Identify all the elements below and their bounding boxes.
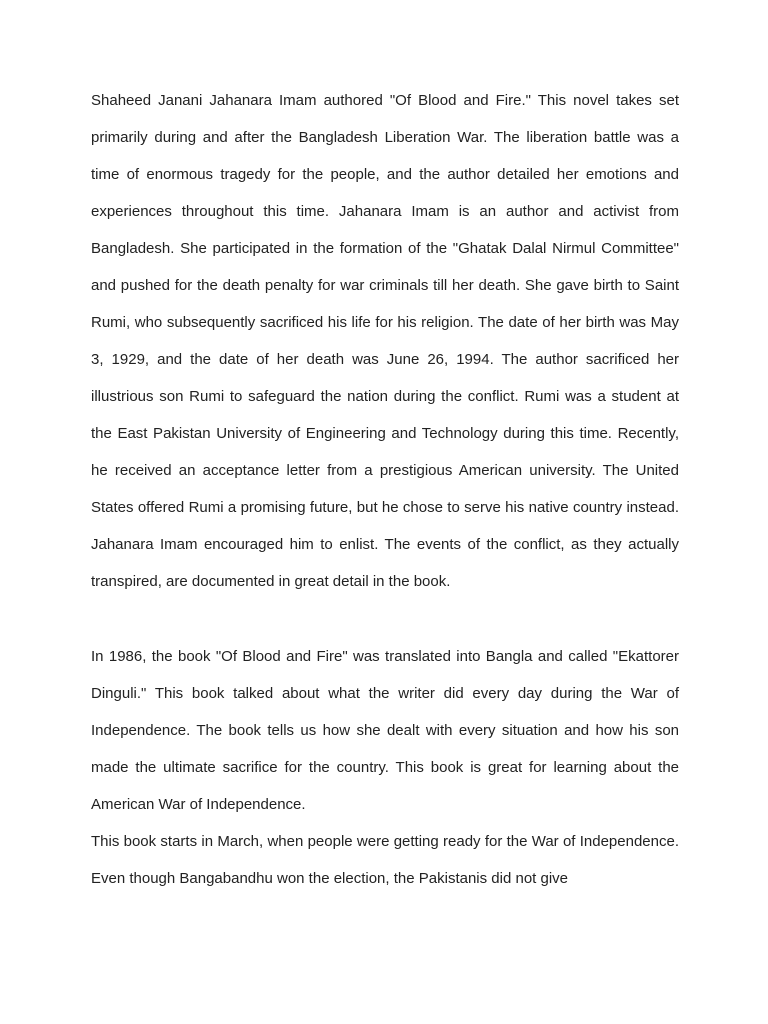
paragraph-3: This book starts in March, when people were getting ready for the War of Independence. Even though Bangabandhu won the election, the Pakistanis did not give — [91, 833, 679, 887]
paragraph-2: In 1986, the book "Of Blood and Fire" was translated into Bangla and called "Ekattorer Dinguli." This book talked about what the writer did every day during the War of Independence. The book tells us how she dealt with every situation and how his son made the ultimate sacrifice for the country. This book is great for learning about the American War of Independence. — [91, 648, 679, 813]
paragraph-1: Shaheed Janani Jahanara Imam authored "Of Blood and Fire." This novel takes set primarily during and after the Bangladesh Liberation War. The liberation battle was a time of enormous tragedy for the people, and the author detailed her emotions and experiences throughout this time. Jahanara Imam is an author and activist from Bangladesh. She participated in the formation of the "Ghatak Dalal Nirmul Committee" and pushed for the death penalty for war criminals till her death. She gave birth to Saint Rumi, who subsequently sacrificed his life for his religion. The date of her birth was May 3, 1929, and the date of her death was June 26, 1994. The author sacrificed her illustrious son Rumi to safeguard the nation during the conflict. Rumi was a student at the East Pakistan University of Engineering and Technology during this time. Recently, he received an acceptance letter from a prestigious American university. The United States offered Rumi a promising future, but he chose to serve his native country instead. Jahanara Imam encouraged him to enlist. The events of the conflict, as they actually transpired, are documented in great detail in the book. — [91, 92, 679, 590]
document-page — [91, 82, 679, 897]
